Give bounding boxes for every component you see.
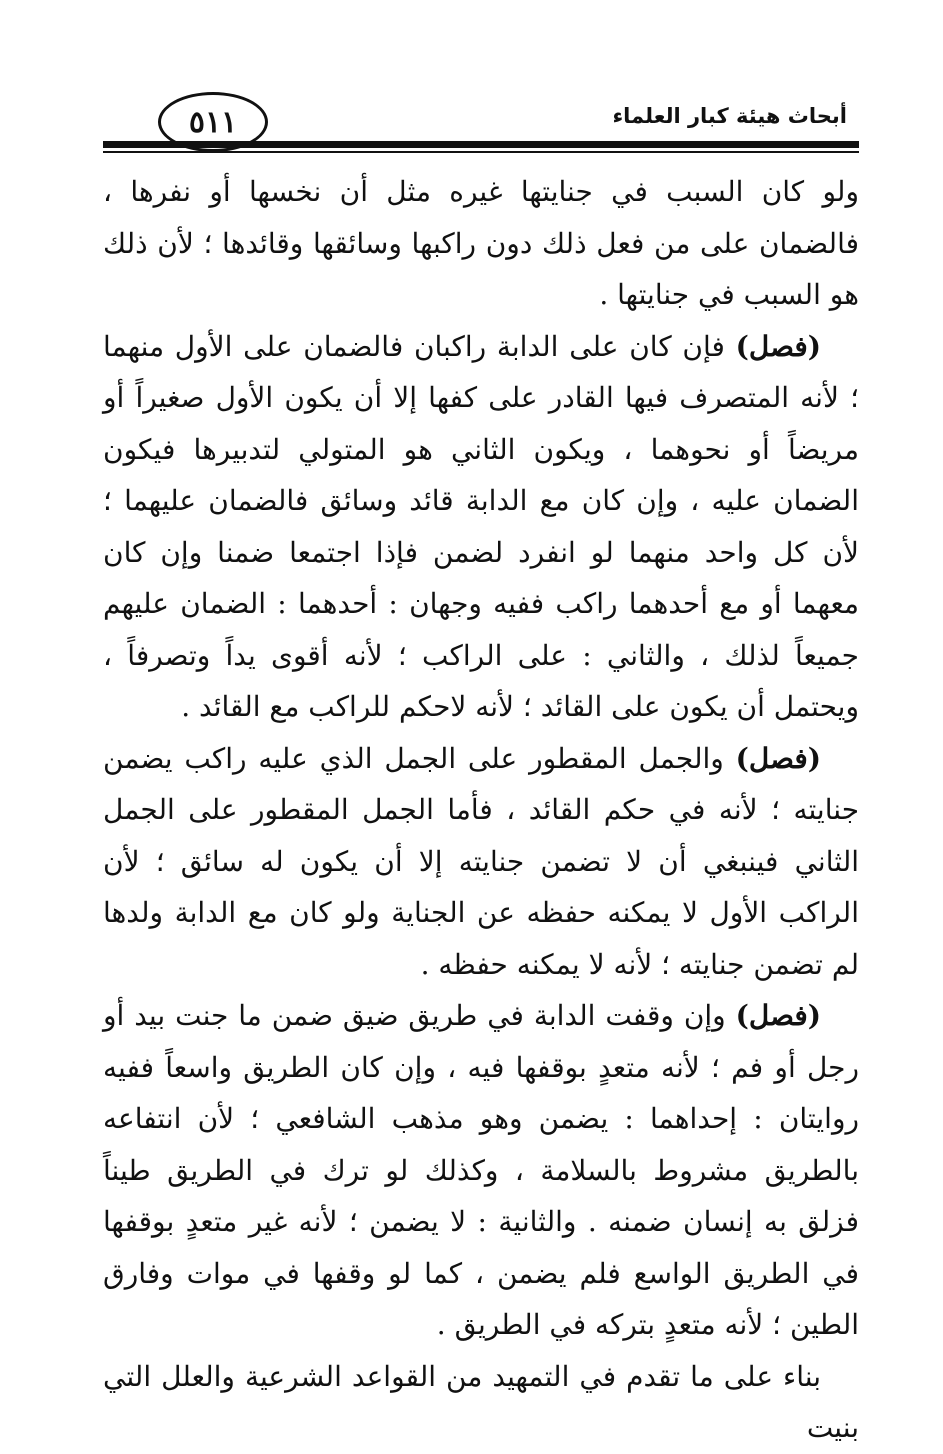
paragraph-text: بناء على ما تقدم في التمهيد من القواعد الشرعية والعلل التي بنيت	[103, 1359, 859, 1444]
section-keyword: (فصل)	[735, 999, 821, 1032]
body-text	[103, 166, 859, 1454]
section-keyword: (فصل)	[735, 329, 821, 363]
page-header	[0, 0, 943, 160]
paragraph-text: ولو كان السبب في جنايتها غيره مثل أن نخسها أو نفرها ، فالضمان على من فعل ذلك دون راكبها وسائقها وقائدها ؛ لأن ذلك هو السبب في جنايتها .	[103, 175, 860, 311]
paragraph-1	[103, 166, 859, 321]
paragraph-text: وإن وقفت الدابة في طريق ضيق ضمن ما جنت بيد أو رجل أو فم ؛ لأنه متعدٍ بوقفها فيه ، وإن كان الطريق واسعاً ففيه روايتان : إحداهما : يضمن وهو مذهب الشافعي ؛ لأن انتفاعه بالطريق مشروط بالسلامة ، وكذلك لو ترك في الطريق طيناً فزلق به إنسان ضمنه . والثانية : لا يضمن ؛ لأنه غير متعدٍ بوقفها في الطريق الواسع فلم يضمن ، كما لو وقفها في موات وفارق الطين ؛ لأنه متعدٍ بتركه في الطريق .	[103, 999, 859, 1341]
running-title: أبحاث هيئة كبار العلماء	[612, 104, 847, 128]
section-keyword: (فصل)	[735, 741, 821, 775]
paragraph-text: فإن كان على الدابة راكبان فالضمان على الأول منهما ؛ لأنه المتصرف فيها القادر على كفها إلا أن يكون الأول صغيراً أو مريضاً أو نحوهما ، ويكون الثاني هو المتولي لتدبيرها فيكون الضمان عليه ، وإن كان مع الدابة قائد وسائق فالضمان عليهما ؛ لأن كل واحد منهما لو انفرد لضمن فإذا اجتمعا ضمنا وإن كان معهما أو مع أحدهما راكب ففيه وجهان : أحدهما : الضمان عليهم جميعاً لذلك ، والثاني : على الراكب ؛ لأنه أقوى يداً وتصرفاً ، ويحتمل أن يكون على القائد ؛ لأنه لاحكم للراكب مع القائد .	[103, 329, 859, 723]
paragraph-4	[103, 990, 859, 1351]
paragraph-3	[103, 733, 859, 991]
header-rule-thin	[103, 151, 859, 153]
paragraph-2	[103, 321, 859, 733]
page-number: ٥١١	[188, 104, 238, 140]
paragraph-5	[103, 1351, 859, 1454]
header-rule-thick	[103, 141, 859, 148]
paragraph-text: والجمل المقطور على الجمل الذي عليه راكب يضمن جنايته ؛ لأنه في حكم القائد ، فأما الجمل المقطور على الجمل الثاني فينبغي أن لا تضمن جنايته إلا أن يكون له سائق ؛ لأن الراكب الأول لا يمكنه حفظه عن الجناية ولو كان مع الدابة ولدها لم تضمن جنايته ؛ لأنه لا يمكنه حفظه .	[103, 741, 859, 981]
